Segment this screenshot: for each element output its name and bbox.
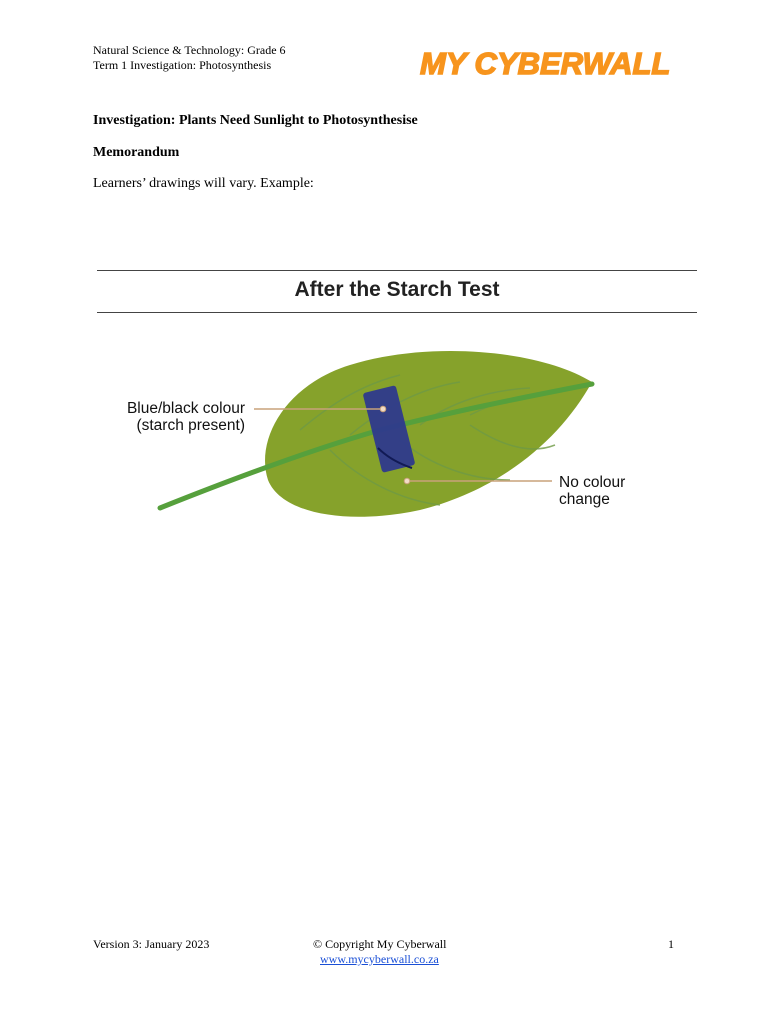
label-nochange-line1: No colour xyxy=(559,474,626,491)
leaf-diagram xyxy=(0,330,768,540)
page-number: 1 xyxy=(668,937,674,951)
figure-top-rule xyxy=(97,270,697,271)
footer-copyright: © Copyright My Cyberwall xyxy=(313,937,447,951)
label-starch-present xyxy=(127,400,245,434)
label-no-colour-change xyxy=(559,474,625,508)
intro-text: Learners’ drawings will vary. Example: xyxy=(93,176,314,191)
label-starch-line2: (starch present) xyxy=(136,417,245,434)
footer-website-link[interactable]: www.mycyberwall.co.za xyxy=(320,952,439,966)
callout-dot-nochange xyxy=(404,478,410,484)
footer-version: Version 3: January 2023 xyxy=(93,937,210,951)
my-cyberwall-logo xyxy=(418,44,678,84)
header-term: Term 1 Investigation: Photosynthesis xyxy=(93,58,272,72)
label-starch-line1: Blue/black colour xyxy=(126,400,245,417)
callout-dot-starch xyxy=(380,406,386,412)
logo-text: MY CYBERWALL xyxy=(420,46,671,81)
investigation-title: Investigation: Plants Need Sunlight to Photosynthesise xyxy=(93,113,418,128)
label-nochange-line2: change xyxy=(559,491,610,508)
figure-title: After the Starch Test xyxy=(294,278,500,301)
leaf-blade xyxy=(265,351,592,517)
header-subject: Natural Science & Technology: Grade 6 xyxy=(93,43,286,57)
memorandum-heading: Memorandum xyxy=(93,145,180,160)
figure-bottom-rule xyxy=(97,312,697,313)
